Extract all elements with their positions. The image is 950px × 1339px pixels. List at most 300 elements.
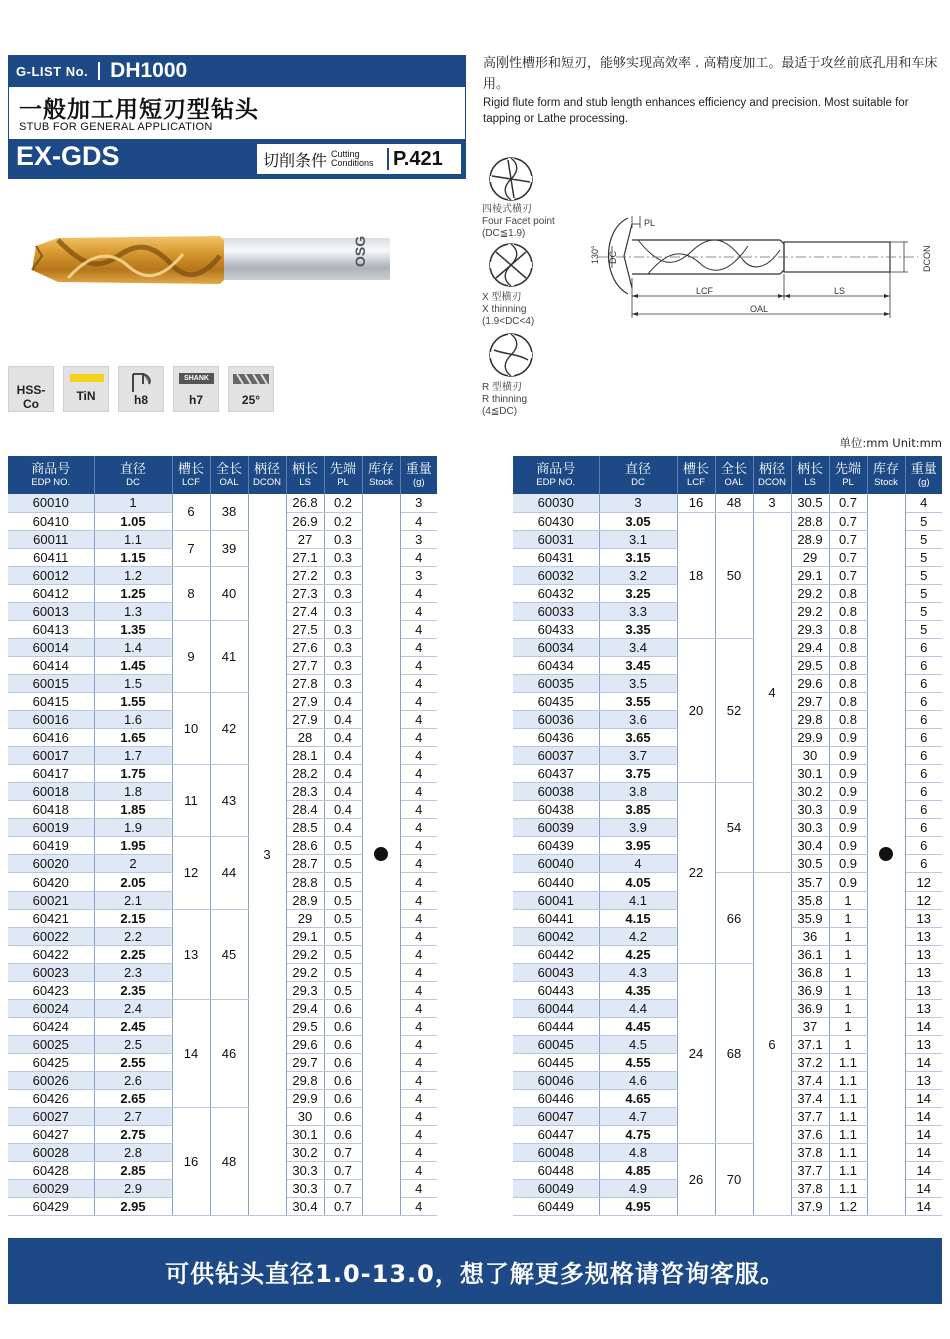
shank-length-ls: 37.8 — [791, 1144, 829, 1162]
overall-length-oal: 40 — [210, 566, 248, 620]
shank-length-ls: 29.2 — [791, 584, 829, 602]
shank-length-ls: 30.5 — [791, 855, 829, 873]
column-header-en: LS — [804, 476, 816, 488]
edp-number: 60040 — [513, 855, 599, 873]
diameter-dc: 1.65 — [94, 729, 172, 747]
badge-label: 25° — [241, 393, 261, 407]
shank-length-ls: 29.4 — [286, 999, 324, 1017]
diameter-dc: 4 — [599, 855, 677, 873]
shank-length-ls: 37.7 — [791, 1108, 829, 1126]
column-header — [248, 456, 286, 494]
edp-number: 60445 — [513, 1053, 599, 1071]
point-length-pl: 1.1 — [829, 1162, 867, 1180]
point-length-pl: 0.3 — [324, 566, 362, 584]
diameter-dc: 2.15 — [94, 909, 172, 927]
dc-label: DC — [608, 251, 618, 264]
diameter-dc: 2.9 — [94, 1180, 172, 1198]
tip-range: (1.9<DC<4) — [482, 316, 535, 327]
product-header — [8, 55, 466, 179]
shank-length-ls: 29.1 — [286, 927, 324, 945]
edp-number: 60415 — [8, 693, 94, 711]
overall-length-oal: 41 — [210, 620, 248, 692]
weight-g: 4 — [400, 711, 437, 729]
point-length-pl: 0.4 — [324, 693, 362, 711]
point-length-pl: 0.8 — [829, 602, 867, 620]
diameter-dc: 4.55 — [599, 1053, 677, 1071]
shank-length-ls: 29.2 — [286, 963, 324, 981]
edp-number: 60424 — [8, 1017, 94, 1035]
edp-number: 60440 — [513, 873, 599, 891]
weight-g: 6 — [905, 819, 942, 837]
shank-tag: SHANK — [179, 373, 214, 384]
tip-four-facet — [482, 204, 555, 240]
column-header-en: EDP NO. — [31, 476, 71, 488]
diameter-dc: 2.5 — [94, 1035, 172, 1053]
cutting-conditions-link[interactable] — [256, 143, 462, 175]
shank-length-ls: 29.8 — [286, 1072, 324, 1090]
edp-number: 60449 — [513, 1198, 599, 1216]
conditions-label-cn: 切削条件 — [263, 150, 328, 170]
point-length-pl: 0.3 — [324, 674, 362, 692]
edp-number: 60026 — [8, 1072, 94, 1090]
weight-g: 14 — [905, 1180, 942, 1198]
point-length-pl: 0.9 — [829, 801, 867, 819]
edp-number: 60044 — [513, 999, 599, 1017]
weight-g: 4 — [400, 945, 437, 963]
point-length-pl: 0.4 — [324, 711, 362, 729]
diameter-dc: 3.15 — [599, 548, 677, 566]
point-length-pl: 0.4 — [324, 819, 362, 837]
point-length-pl: 0.8 — [829, 656, 867, 674]
column-header-en: OAL — [219, 476, 239, 488]
point-length-pl: 0.6 — [324, 1017, 362, 1035]
edp-number: 60014 — [8, 638, 94, 656]
edp-number: 60428 — [8, 1162, 94, 1180]
point-length-pl: 0.7 — [829, 548, 867, 566]
point-length-pl: 0.5 — [324, 963, 362, 981]
overall-length-oal: 39 — [210, 530, 248, 566]
column-header-cn: 柄径 — [253, 461, 280, 477]
shank-length-ls: 30 — [791, 747, 829, 765]
shank-length-ls: 35.9 — [791, 909, 829, 927]
edp-number: 60441 — [513, 909, 599, 927]
shank-length-ls: 27.1 — [286, 548, 324, 566]
point-length-pl: 0.6 — [324, 1072, 362, 1090]
point-length-pl: 0.8 — [829, 620, 867, 638]
point-length-pl: 0.3 — [324, 530, 362, 548]
point-length-pl: 0.9 — [829, 837, 867, 855]
weight-g: 14 — [905, 1198, 942, 1216]
shank-length-ls: 28.1 — [286, 747, 324, 765]
shank-length-ls: 27.6 — [286, 638, 324, 656]
weight-g: 13 — [905, 981, 942, 999]
diameter-dc: 4.4 — [599, 999, 677, 1017]
overall-length-oal: 48 — [715, 494, 753, 512]
shank-length-ls: 29.2 — [286, 945, 324, 963]
weight-g: 4 — [400, 765, 437, 783]
edp-number: 60036 — [513, 711, 599, 729]
point-length-pl: 1.1 — [829, 1144, 867, 1162]
weight-g: 4 — [400, 747, 437, 765]
diameter-dc: 3.9 — [599, 819, 677, 837]
weight-g: 4 — [400, 1017, 437, 1035]
column-header-en: Stock — [874, 476, 898, 488]
diameter-dc: 4.35 — [599, 981, 677, 999]
column-header — [324, 456, 362, 494]
shank-length-ls: 37.2 — [791, 1053, 829, 1071]
edp-number: 60045 — [513, 1035, 599, 1053]
point-length-pl: 0.5 — [324, 909, 362, 927]
pl-label: PL — [644, 218, 656, 228]
tip-x-thinning — [482, 292, 534, 328]
diameter-dc: 1.55 — [94, 693, 172, 711]
diameter-dc: 1.45 — [94, 656, 172, 674]
weight-g: 6 — [905, 837, 942, 855]
weight-g: 13 — [905, 909, 942, 927]
edp-number: 60027 — [8, 1108, 94, 1126]
diameter-dc: 3.45 — [599, 656, 677, 674]
diameter-dc: 2.2 — [94, 927, 172, 945]
column-header-cn: 直径 — [119, 461, 146, 477]
shank-length-ls: 28 — [286, 729, 324, 747]
point-length-pl: 1.1 — [829, 1126, 867, 1144]
weight-g: 6 — [905, 855, 942, 873]
edp-number: 60035 — [513, 674, 599, 692]
point-length-pl: 0.3 — [324, 620, 362, 638]
shank-length-ls: 37.4 — [791, 1072, 829, 1090]
table-header-row — [8, 456, 437, 494]
shank-length-ls: 29.7 — [286, 1053, 324, 1071]
weight-g: 3 — [400, 530, 437, 548]
shank-length-ls: 28.4 — [286, 801, 324, 819]
weight-g: 6 — [905, 801, 942, 819]
edp-number: 60422 — [8, 945, 94, 963]
diameter-dc: 2.45 — [94, 1017, 172, 1035]
point-length-pl: 0.7 — [829, 566, 867, 584]
diameter-dc: 3.35 — [599, 620, 677, 638]
column-header — [753, 456, 791, 494]
weight-g: 13 — [905, 999, 942, 1017]
column-header-en: DCON — [253, 476, 281, 488]
column-header — [829, 456, 867, 494]
shank-length-ls: 28.9 — [791, 530, 829, 548]
shank-length-ls: 29.8 — [791, 711, 829, 729]
edp-number: 60049 — [513, 1180, 599, 1198]
badge-label: TiN — [76, 389, 96, 403]
weight-g: 4 — [400, 1090, 437, 1108]
shank-length-ls: 36.9 — [791, 981, 829, 999]
edp-number: 60018 — [8, 783, 94, 801]
edp-number: 60038 — [513, 783, 599, 801]
shank-length-ls: 28.6 — [286, 837, 324, 855]
point-length-pl: 0.8 — [829, 674, 867, 692]
stock-dot-icon — [879, 847, 893, 861]
point-length-pl: 0.9 — [829, 819, 867, 837]
flute-length-lcf: 6 — [172, 494, 210, 530]
point-length-pl: 1.1 — [829, 1108, 867, 1126]
edp-number: 60017 — [8, 747, 94, 765]
point-length-pl: 1.1 — [829, 1072, 867, 1090]
overall-length-oal: 45 — [210, 909, 248, 999]
edp-number: 60431 — [513, 548, 599, 566]
weight-g: 14 — [905, 1144, 942, 1162]
column-header-en: DC — [126, 476, 140, 488]
edp-number: 60427 — [8, 1126, 94, 1144]
diameter-dc: 3.75 — [599, 765, 677, 783]
point-length-pl: 0.7 — [324, 1198, 362, 1216]
diameter-dc: 3.85 — [599, 801, 677, 819]
shank-length-ls: 26.8 — [286, 494, 324, 512]
overall-length-oal: 44 — [210, 837, 248, 909]
point-length-pl: 0.5 — [324, 837, 362, 855]
weight-g: 4 — [400, 620, 437, 638]
conditions-page: P.421 — [393, 147, 443, 170]
shank-length-ls: 30.1 — [286, 1126, 324, 1144]
overall-length-oal: 70 — [715, 1144, 753, 1216]
point-length-pl: 0.7 — [829, 494, 867, 512]
column-header-cn: 商品号 — [31, 461, 71, 477]
diameter-dc: 2.75 — [94, 1126, 172, 1144]
shank-length-ls: 36.8 — [791, 963, 829, 981]
glist-label: G-LIST No. — [16, 63, 89, 79]
point-length-pl: 1 — [829, 927, 867, 945]
flute-length-lcf: 10 — [172, 693, 210, 765]
flute-length-lcf: 20 — [677, 638, 715, 782]
diameter-dc: 1.5 — [94, 674, 172, 692]
diameter-dc: 1.2 — [94, 566, 172, 584]
diameter-dc: 2.25 — [94, 945, 172, 963]
shank-length-ls: 30.3 — [286, 1162, 324, 1180]
weight-g: 14 — [905, 1108, 942, 1126]
shank-diameter-dcon: 3 — [753, 494, 791, 512]
weight-g: 5 — [905, 512, 942, 530]
column-header-en: Stock — [369, 476, 393, 488]
column-header-cn: 全长 — [215, 461, 242, 477]
column-header-en: (g) — [412, 476, 425, 488]
edp-number: 60021 — [8, 891, 94, 909]
shank-length-ls: 27.3 — [286, 584, 324, 602]
point-length-pl: 0.5 — [324, 927, 362, 945]
point-length-pl: 0.3 — [324, 548, 362, 566]
diameter-dc: 1.1 — [94, 530, 172, 548]
flute-length-lcf: 24 — [677, 963, 715, 1143]
edp-number: 60030 — [513, 494, 599, 512]
diameter-dc: 4.3 — [599, 963, 677, 981]
edp-number: 60013 — [8, 602, 94, 620]
flute-length-lcf: 16 — [677, 494, 715, 512]
diameter-dc: 2.8 — [94, 1144, 172, 1162]
overall-length-oal: 43 — [210, 765, 248, 837]
shank-length-ls: 27.5 — [286, 620, 324, 638]
point-length-pl: 0.4 — [324, 801, 362, 819]
badge-label: h7 — [188, 393, 203, 407]
weight-g: 14 — [905, 1090, 942, 1108]
column-header — [362, 456, 400, 494]
column-header-en: LS — [299, 476, 311, 488]
weight-g: 4 — [400, 638, 437, 656]
tip-cn: 四棱式横刃 — [482, 204, 532, 215]
column-header-cn: 重量 — [910, 461, 937, 477]
diameter-dc: 1.35 — [94, 620, 172, 638]
weight-g: 6 — [905, 638, 942, 656]
shank-length-ls: 29.2 — [791, 602, 829, 620]
column-header — [94, 456, 172, 494]
edp-number: 60444 — [513, 1017, 599, 1035]
weight-g: 5 — [905, 530, 942, 548]
weight-g: 4 — [400, 837, 437, 855]
edp-number: 60011 — [8, 530, 94, 548]
edp-number: 60033 — [513, 602, 599, 620]
shank-length-ls: 30.3 — [286, 1180, 324, 1198]
column-header-cn: 库存 — [367, 461, 394, 477]
point-length-pl: 0.4 — [324, 729, 362, 747]
weight-g: 5 — [905, 602, 942, 620]
point-length-pl: 0.8 — [829, 693, 867, 711]
flute-length-lcf: 12 — [172, 837, 210, 909]
tip-cn: R 型横刃 — [482, 382, 522, 393]
point-length-pl: 0.6 — [324, 999, 362, 1017]
coating-color-swatch — [70, 374, 104, 382]
shank-length-ls: 27.7 — [286, 656, 324, 674]
diameter-dc: 1.9 — [94, 819, 172, 837]
shank-length-ls: 27.9 — [286, 711, 324, 729]
tip-en: Four Facet point — [482, 216, 555, 227]
edp-number: 60025 — [8, 1035, 94, 1053]
edp-number: 60442 — [513, 945, 599, 963]
weight-g: 4 — [400, 873, 437, 891]
diameter-dc: 1.85 — [94, 801, 172, 819]
edp-number: 60437 — [513, 765, 599, 783]
edp-number: 60410 — [8, 512, 94, 530]
diameter-dc: 3.4 — [599, 638, 677, 656]
weight-g: 4 — [905, 494, 942, 512]
weight-g: 14 — [905, 1126, 942, 1144]
column-header — [715, 456, 753, 494]
edp-number: 60425 — [8, 1053, 94, 1071]
column-header-cn: 先端 — [329, 461, 356, 477]
weight-g: 6 — [905, 656, 942, 674]
shank-length-ls: 29.7 — [791, 693, 829, 711]
shank-length-ls: 30.4 — [791, 837, 829, 855]
helix-icon — [229, 372, 273, 388]
shank-length-ls: 29.1 — [791, 566, 829, 584]
column-header-en: DC — [631, 476, 645, 488]
overall-length-oal: 66 — [715, 873, 753, 963]
point-length-pl: 0.4 — [324, 783, 362, 801]
edp-number: 60047 — [513, 1108, 599, 1126]
column-header — [905, 456, 942, 494]
shank-length-ls: 29.6 — [791, 674, 829, 692]
weight-g: 14 — [905, 1053, 942, 1071]
edp-number: 60029 — [8, 1180, 94, 1198]
shank-length-ls: 37.4 — [791, 1090, 829, 1108]
point-length-pl: 1.1 — [829, 1180, 867, 1198]
conditions-divider — [387, 148, 389, 170]
title-area — [8, 87, 466, 139]
edp-number: 60429 — [8, 1198, 94, 1216]
weight-g: 5 — [905, 584, 942, 602]
overall-length-oal: 54 — [715, 783, 753, 873]
edp-number: 60023 — [8, 963, 94, 981]
point-length-pl: 1 — [829, 909, 867, 927]
weight-g: 4 — [400, 801, 437, 819]
edp-number: 60418 — [8, 801, 94, 819]
column-header — [867, 456, 905, 494]
column-header-en: EDP NO. — [536, 476, 576, 488]
overall-length-oal: 50 — [715, 512, 753, 638]
diameter-dc: 3.05 — [599, 512, 677, 530]
edp-number: 60032 — [513, 566, 599, 584]
shank-badge — [173, 366, 219, 412]
edp-number: 60022 — [8, 927, 94, 945]
diameter-dc: 4.65 — [599, 1090, 677, 1108]
shank-length-ls: 29 — [791, 548, 829, 566]
point-length-pl: 0.9 — [829, 729, 867, 747]
point-length-pl: 0.5 — [324, 855, 362, 873]
edp-number: 60433 — [513, 620, 599, 638]
weight-g: 4 — [400, 693, 437, 711]
weight-g: 13 — [905, 927, 942, 945]
point-length-pl: 0.7 — [829, 512, 867, 530]
shank-length-ls: 28.9 — [286, 891, 324, 909]
weight-g: 13 — [905, 1072, 942, 1090]
shank-length-ls: 29.6 — [286, 1035, 324, 1053]
edp-number: 60039 — [513, 819, 599, 837]
shank-length-ls: 30.3 — [791, 819, 829, 837]
glist-divider — [98, 62, 100, 80]
weight-g: 12 — [905, 891, 942, 909]
diameter-dc: 1.4 — [94, 638, 172, 656]
diameter-dc: 1.8 — [94, 783, 172, 801]
diameter-dc: 2.05 — [94, 873, 172, 891]
shank-length-ls: 29.9 — [791, 729, 829, 747]
edp-number: 60426 — [8, 1090, 94, 1108]
diameter-dc: 2.35 — [94, 981, 172, 999]
weight-g: 4 — [400, 819, 437, 837]
point-length-pl: 1 — [829, 891, 867, 909]
point-length-pl: 1 — [829, 1035, 867, 1053]
point-length-pl: 0.8 — [829, 711, 867, 729]
edp-number: 60048 — [513, 1144, 599, 1162]
edp-number: 60416 — [8, 729, 94, 747]
diameter-dc: 1.15 — [94, 548, 172, 566]
tip-range: (DC≦1.9) — [482, 228, 526, 239]
lcf-label: LCF — [696, 286, 714, 296]
weight-g: 4 — [400, 927, 437, 945]
diameter-dc: 2.7 — [94, 1108, 172, 1126]
weight-g: 4 — [400, 1198, 437, 1216]
point-length-pl: 1 — [829, 945, 867, 963]
weight-g: 4 — [400, 981, 437, 999]
diameter-dc: 3.55 — [599, 693, 677, 711]
column-header-cn: 商品号 — [536, 461, 576, 477]
conditions-label-en: Cutting Conditions — [331, 149, 374, 168]
point-length-pl: 0.6 — [324, 1053, 362, 1071]
column-header — [172, 456, 210, 494]
weight-g: 12 — [905, 873, 942, 891]
weight-g: 14 — [905, 1017, 942, 1035]
weight-g: 4 — [400, 1144, 437, 1162]
diameter-dc: 1.7 — [94, 747, 172, 765]
weight-g: 4 — [400, 656, 437, 674]
point-length-pl: 0.9 — [829, 873, 867, 891]
diameter-dc: 4.15 — [599, 909, 677, 927]
weight-g: 4 — [400, 1108, 437, 1126]
edp-number: 60446 — [513, 1090, 599, 1108]
weight-g: 6 — [905, 747, 942, 765]
column-header-en: DCON — [758, 476, 786, 488]
edp-number: 60432 — [513, 584, 599, 602]
